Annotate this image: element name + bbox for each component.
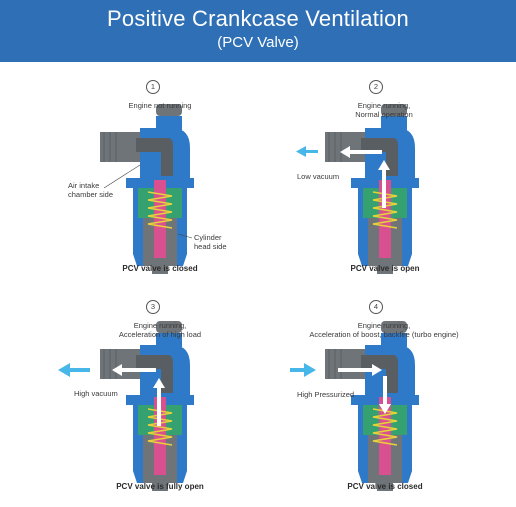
panel-caption-3: PCV valve is fully open: [116, 482, 204, 491]
outflow-arrow: [296, 146, 318, 157]
high-vacuum-label: High vacuum: [74, 389, 118, 398]
panel-caption-2: PCV valve is open: [350, 264, 420, 273]
valve-closed-4: [325, 321, 419, 491]
page-subtitle: (PCV Valve): [217, 34, 299, 51]
panel-state-1: Engine not running: [128, 101, 192, 110]
high-pressurized-label: High Pressurized: [297, 390, 355, 399]
panel-caption-4: PCV valve is closed: [347, 482, 423, 491]
valve-open-2: [325, 104, 419, 274]
panel-state-3: Engine running, Acceleration of high load: [118, 321, 202, 339]
outflow-arrow: [58, 363, 90, 377]
cylinder-head-label: Cylinder head side: [194, 233, 227, 251]
inflow-arrow: [290, 363, 316, 377]
panel-number-1: 1: [146, 80, 160, 94]
panel-state-2: Engine running, Normal operation: [355, 101, 413, 119]
page-title: Positive Crankcase Ventilation: [107, 6, 409, 31]
low-vacuum-label: Low vacuum: [297, 172, 340, 181]
panel-caption-1: PCV valve is closed: [122, 264, 198, 273]
panel-number-3: 3: [146, 300, 160, 314]
panel-state-4: Engine running, Acceleration of boost, backfire (turbo engine): [309, 321, 459, 339]
valve-fully-open-3: [100, 321, 194, 491]
panel-number-4: 4: [369, 300, 383, 314]
panel-number-2: 2: [369, 80, 383, 94]
air-intake-label: Air intake chamber side: [68, 181, 114, 199]
